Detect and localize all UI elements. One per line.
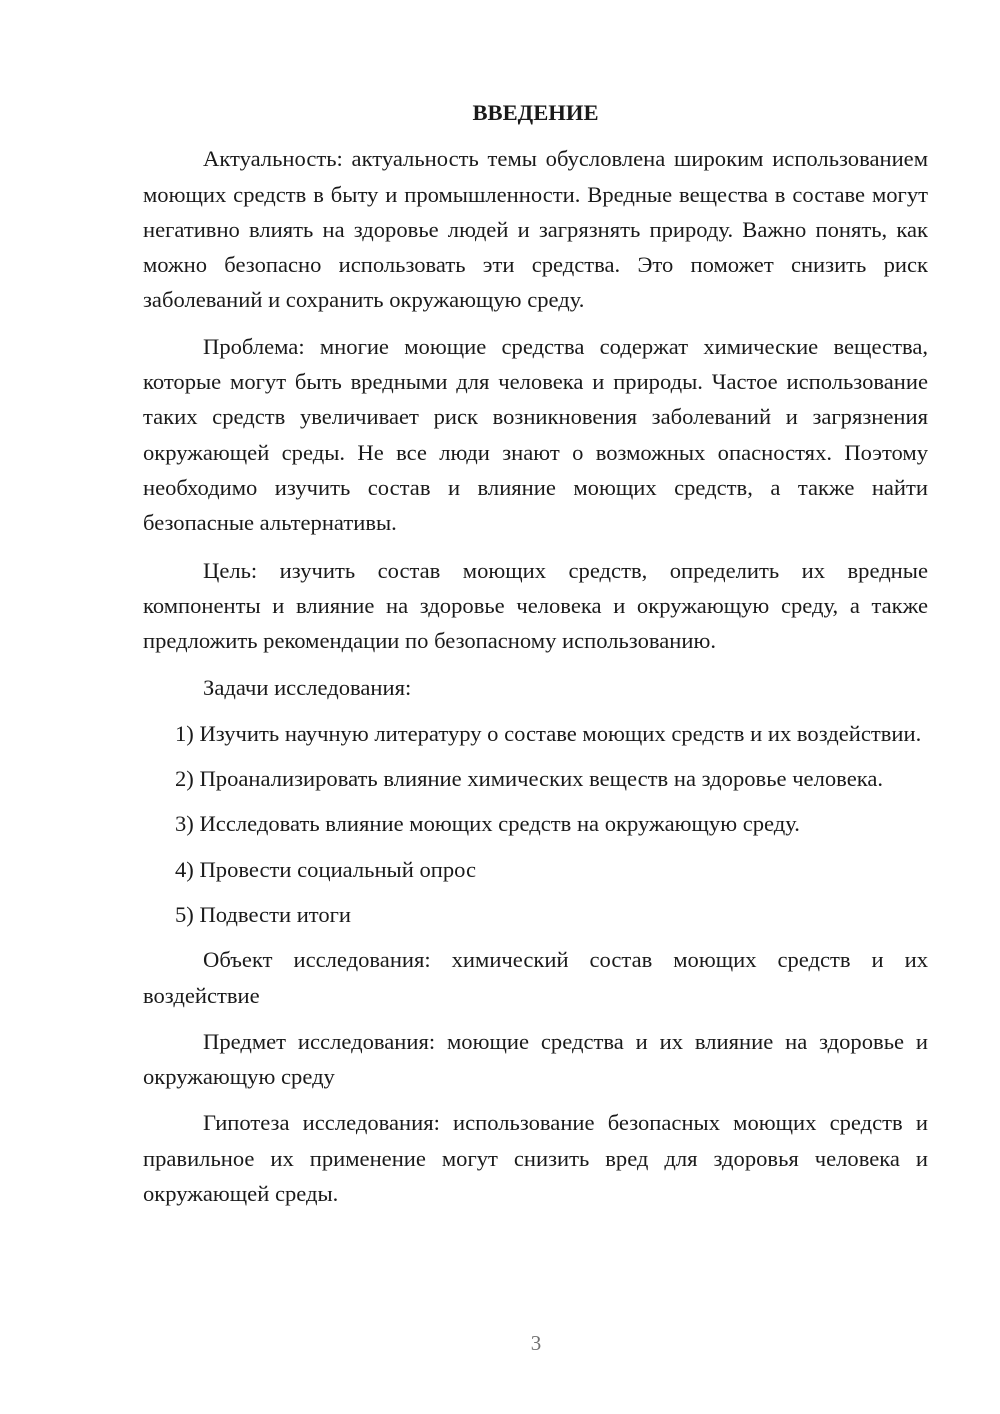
- task-item-1: 1) Изучить научную литературу о составе моющих средств и их воздействии.: [175, 720, 922, 746]
- research-subject-paragraph: Предмет исследования: моющие средства и их влияние на здоровье и окружающую среду: [143, 1028, 928, 1090]
- research-object-paragraph: Объект исследования: химический состав моющих средств и их воздействие: [143, 947, 928, 1008]
- task-item-3: 3) Исследовать влияние моющих средств на окружающую среду.: [175, 811, 800, 837]
- relevance-paragraph: Актуальность: актуальность темы обусловлена широким использованием моющих средств в быту и промышленности. Вредные вещества в составе могут негативно влиять на здоровье людей и загрязнять природу. Важно понять, как можно безопасно использовать эти средства. Это поможет снизить риск заболеваний и сохранить окружающую среду.: [143, 146, 928, 313]
- task-item-5: 5) Подвести итоги: [175, 901, 352, 927]
- section-title: ВВЕДЕНИЕ: [472, 100, 599, 125]
- goal-paragraph: Цель: изучить состав моющих средств, определить их вредные компоненты и влияние на здоровье человека и окружающую среду, а также предложить рекомендации по безопасному использованию.: [143, 557, 928, 654]
- research-hypothesis-paragraph: Гипотеза исследования: использование безопасных моющих средств и правильное их применение могут снизить вред для здоровья человека и окружающей среды.: [143, 1110, 928, 1207]
- page-content: [143, 95, 928, 1222]
- task-item-2: 2) Проанализировать влияние химических веществ на здоровье человека.: [175, 766, 884, 792]
- problem-paragraph: Проблема: многие моющие средства содержат химические вещества, которые могут быть вредными для человека и природы. Частое использование таких средств увеличивает риск возникновения заболеваний и загрязнения окружающей среды. Не все люди знают о возможных опасностях. Поэтому необходимо изучить состав и влияние моющих средств, а также найти безопасные альтернативы.: [143, 333, 928, 536]
- page-number: 3: [530, 1331, 542, 1355]
- tasks-heading: Задачи исследования:: [203, 675, 412, 701]
- task-item-4: 4) Провести социальный опрос: [175, 856, 477, 882]
